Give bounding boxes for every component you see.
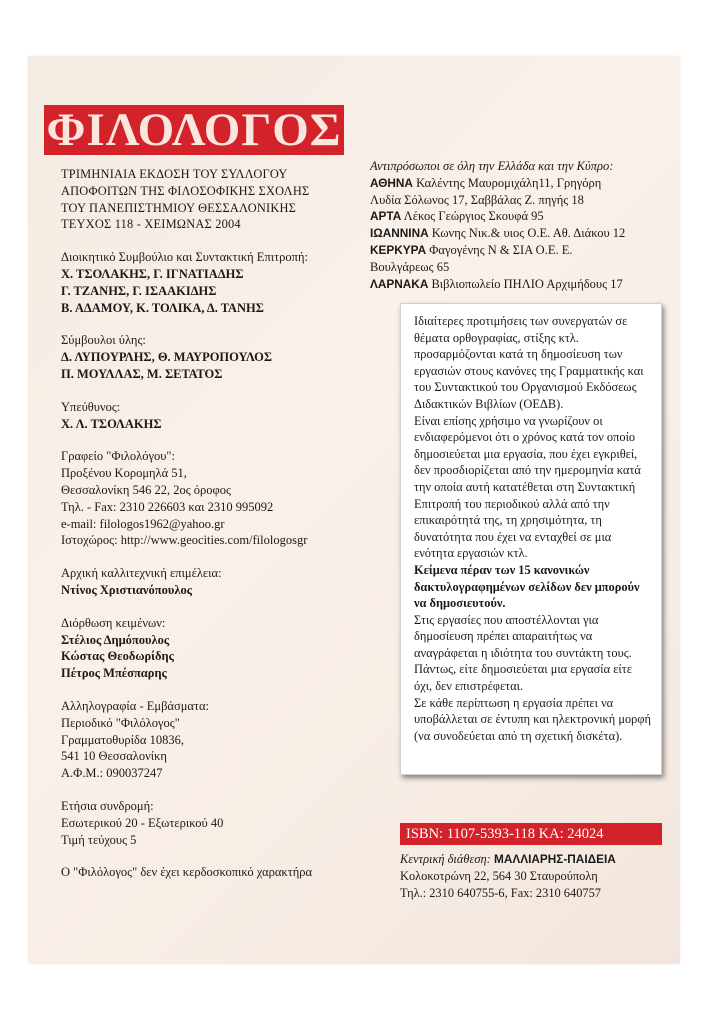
board-members: Γ. ΤΖΑΝΗΣ, Γ. ΙΣΑΑΚΙΔΗΣ: [61, 283, 217, 298]
guideline-paragraph: Είναι επίσης χρήσιμο να γνωρίζουν οι ενδιαφερόμενοι ότι ο χρόνος κατά τον οποίο δημοσιεύεται μια εργασία, που έχει εγκριθεί, δεν προσδιορίζεται από την ημερομηνία κατά την οποία αυτή κατατέθεται στη Συντακτική Επιτροπή του περιοδικού αλλά από την επικαιρότητά της, τη χρησιμότητα, τη δυνατότητα που έχει να ενταχθεί σε μια ενότητα εργασιών κτλ.: [414, 413, 641, 561]
masthead-line: ΤΡΙΜΗΝΙΑΙΑ ΕΚΔΟΣΗ ΤΟΥ ΣΥΛΛΟΓΟΥ: [61, 167, 288, 181]
guideline-paragraph: Πάντως, είτε δημοσιεύεται μια εργασία είτε όχι, δεν επιστρέφεται.: [414, 662, 632, 694]
correspondence-line: 541 10 Θεσσαλονίκη: [61, 749, 167, 764]
distribution-label: Κεντρική διάθεση:: [400, 852, 491, 866]
representative-line: ΚΕΡΚΥΡΑ Φαγογένης Ν & ΣΙΑ Ο.Ε. Ε.: [370, 242, 573, 257]
proofreader-name: Στέλιος Δημόπουλος: [61, 632, 170, 647]
responsible-label: Υπεύθυνος:: [61, 399, 121, 414]
advisors-label: Σύμβουλοι ύλης:: [61, 333, 146, 348]
art-label: Αρχική καλλιτεχνική επιμέλεια:: [61, 566, 222, 581]
representative-line: ΛΑΡΝΑΚΑ Βιβλιοπωλείο ΠΗΛΙΟ Αρχιμήδους 17: [370, 276, 623, 291]
issue-line: ΤΕΥΧΟΣ 118 - ΧΕΙΜΩΝΑΣ 2004: [61, 217, 241, 232]
issue-price: Τιμή τεύχους 5: [61, 832, 137, 847]
tax-id: Α.Φ.Μ.: 090037247: [61, 766, 163, 781]
isbn-text: ISBN: 1107-5393-118 ΚΑ: 24024: [406, 825, 604, 842]
proofreader-name: Πέτρος Μπέσπαρης: [61, 666, 167, 681]
distributor-address: Κολοκοτρώνη 22, 564 30 Σταυρούπολη: [400, 868, 598, 883]
masthead-line: ΤΟΥ ΠΑΝΕΠΙΣΤΗΜΙΟΥ ΘΕΣΣΑΛΟΝΙΚΗΣ: [61, 200, 297, 215]
correspondence-line: Γραμματοθυρίδα 10836,: [61, 732, 184, 747]
guideline-paragraph: Σε κάθε περίπτωση η εργασία πρέπει να υποβάλλεται σε έντυπη και ηλεκτρονική μορφή (να συνοδεύεται από τη σχετική δισκέτα).: [414, 695, 651, 743]
representative-line: Βουλγάρεως 65: [370, 259, 450, 274]
proofreader-name: Κώστας Θεοδωρίδης: [61, 649, 174, 664]
representatives-intro: Αντιπρόσωποι σε όλη την Ελλάδα και την Κύπρο:: [370, 159, 614, 173]
distribution-block: [400, 851, 690, 901]
responsible-name: Χ. Λ. ΤΣΟΛΑΚΗΣ: [61, 416, 162, 431]
city-name: ΚΕΡΚΥΡΑ: [370, 242, 427, 257]
nonprofit-statement: Ο "Φιλόλογος" δεν έχει κερδοσκοπικό χαρακτήρα: [61, 865, 313, 880]
correspondence-line: Περιοδικό "Φιλόλογος": [61, 715, 180, 730]
office-label: Γραφείο "Φιλολόγου":: [61, 449, 175, 464]
office-email: e-mail: filologos1962@yahoo.gr: [61, 516, 225, 531]
representative-line: ΙΩΑΝΝΙΝΑ Κωνης Νικ.& υιος Ο.Ε. Αθ. Διάκου 12: [370, 226, 626, 241]
guideline-paragraph: Ιδιαίτερες προτιμήσεις των συνεργατών σε θέματα ορθογραφίας, στίξης κτλ. προσαρμόζονται κατά τη δημοσίευση των εργασιών στους κανόνες της Γραμματικής και του Συντακτικού του Οργανισμού Εκδόσεως Διδακτικών Βιβλίων (ΟΕΔΒ).: [414, 314, 644, 411]
city-name: ΑΡΤΑ: [370, 209, 402, 224]
masthead-line: ΑΠΟΦΟΙΤΩΝ ΤΗΣ ΦΙΛΟΣΟΦΙΚΗΣ ΣΧΟΛΗΣ: [61, 183, 310, 198]
office-city: Θεσσαλονίκη 546 22, 2ος όροφος: [61, 482, 231, 497]
submission-guidelines-box: [400, 303, 662, 775]
subscription-label: Ετήσια συνδρομή:: [61, 798, 154, 813]
advisors-names: Δ. ΛΥΠΟΥΡΛΗΣ, Θ. ΜΑΥΡΟΠΟΥΛΟΣ: [61, 350, 273, 365]
city-name: ΛΑΡΝΑΚΑ: [370, 276, 429, 291]
city-name: ΙΩΑΝΝΙΝΑ: [370, 226, 429, 241]
board-members: Β. ΑΔΑΜΟΥ, Κ. ΤΟΛΙΚΑ, Δ. ΤΑΝΗΣ: [61, 300, 264, 315]
art-name: Ντίνος Χριστιανόπουλος: [61, 582, 192, 597]
city-name: ΑΘΗΝΑ: [370, 175, 413, 190]
distributor-phone: Τηλ.: 2310 640755-6, Fax: 2310 640757: [400, 885, 601, 900]
isbn-banner: [400, 823, 662, 845]
office-website: Ιστοχώρος: http://www.geocities.com/filologosgr: [61, 533, 308, 548]
colophon-left-column: [61, 166, 361, 881]
representative-line: Λυδία Σόλωνος 17, Σαββάλας Ζ. πηγής 18: [370, 192, 584, 207]
representative-line: ΑΡΤΑ Λέκος Γεώργιος Σκουφά 95: [370, 209, 544, 224]
subscription-rate: Εσωτερικού 20 - Εξωτερικού 40: [61, 815, 224, 830]
office-phone: Τηλ. - Fax: 2310 226603 και 2310 995092: [61, 499, 274, 514]
advisors-names: Π. ΜΟΥΛΛΑΣ, Μ. ΣΕΤΑΤΟΣ: [61, 366, 223, 381]
board-label: Διοικητικό Συμβούλιο και Συντακτική Επιτροπή:: [61, 250, 308, 265]
proofreading-label: Διόρθωση κειμένων:: [61, 615, 166, 630]
distributor-name: ΜΑΛΛΙΑΡΗΣ-ΠΑΙΔΕΙΑ: [490, 852, 616, 866]
page-limit-notice: Κείμενα πέραν των 15 κανονικών δακτυλογραφημένων σελίδων δεν μπορούν να δημοσιευτούν.: [414, 562, 640, 611]
office-address: Προξένου Κορομηλά 51,: [61, 466, 187, 481]
guideline-paragraph: Στις εργασίες που αποστέλλονται για δημοσίευση πρέπει απαραιτήτως να αναγράφεται η ιδιότητα του συντάκτη τους.: [414, 612, 632, 660]
correspondence-label: Αλληλογραφία - Εμβάσματα:: [61, 698, 210, 713]
logo-text: ΦΙΛΟΛΟΓΟΣ: [46, 103, 342, 156]
magazine-logo: [44, 105, 344, 155]
board-members: Χ. ΤΣΟΛΑΚΗΣ, Γ. ΙΓΝΑΤΙΑΔΗΣ: [61, 266, 244, 281]
representatives-block: [370, 158, 680, 292]
representative-line: ΑΘΗΝΑ Καλέντης Μαυρομιχάλη11, Γρηγόρη: [370, 175, 602, 190]
